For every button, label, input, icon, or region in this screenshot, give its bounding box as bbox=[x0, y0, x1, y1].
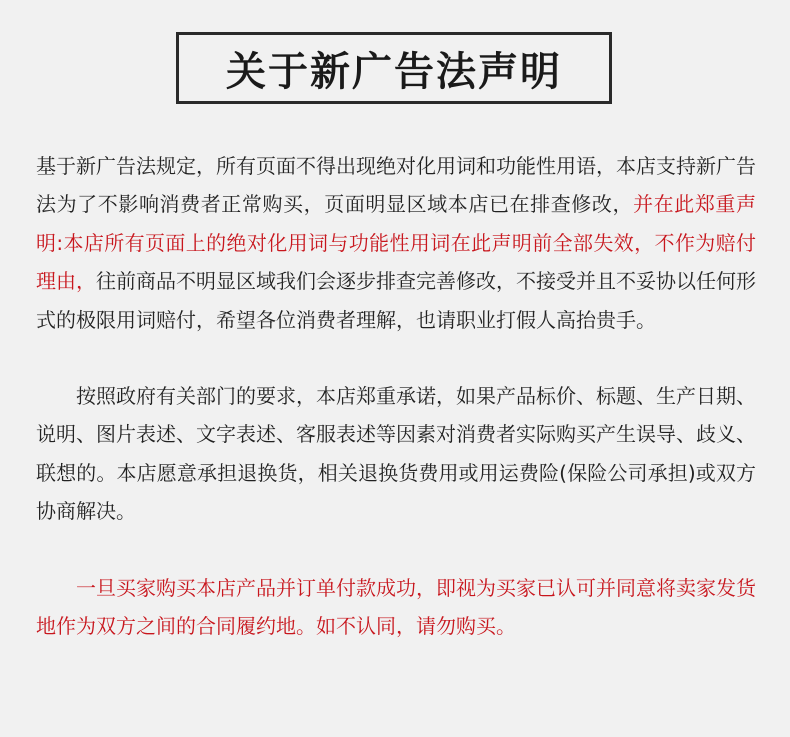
paragraph-1-text-b: 往前商品不明显区域我们会逐步排查完善修改，不接受并且不妥协以任何形式的极限用词赔付，希望各位消费者理解，也请职业打假人高抬贵手。 bbox=[36, 269, 756, 332]
statement-paragraph-2 bbox=[36, 377, 756, 531]
paragraph-1-red-notice: 并在此郑重声明:本店所有页面上的绝对化用词与功能性用词在此声明前全部失效，不作为赔付理由， bbox=[36, 192, 757, 294]
paragraph-3-text: 一旦买家购买本店产品并订单付款成功，即视为买家已认可并同意将卖家发货地作为双方之间的合同履约地。如不认同，请勿购买。 bbox=[36, 575, 756, 639]
paragraph-2-text: 按照政府有关部门的要求，本店郑重承诺，如果产品标价、标题、生产日期、说明、图片表述、文字表述、客服表述等因素对消费者实际购买产生误导、歧义、联想的。本店愿意承担退换货，相关退换货费用或用运费险(保险公司承担)或双方协商解决。 bbox=[36, 384, 756, 524]
page-title: 关于新广告法声明 bbox=[226, 48, 562, 95]
title-frame bbox=[176, 32, 612, 104]
statement-body bbox=[36, 147, 756, 645]
statement-paragraph-1 bbox=[36, 147, 756, 339]
statement-paragraph-3 bbox=[36, 569, 756, 646]
paragraph-1-text-a: 基于新广告法规定，所有页面不得出现绝对化用词和功能性用语，本店支持新广告法为了不影响消费者正常购买，页面明显区域本店已在排查修改， bbox=[36, 154, 756, 217]
